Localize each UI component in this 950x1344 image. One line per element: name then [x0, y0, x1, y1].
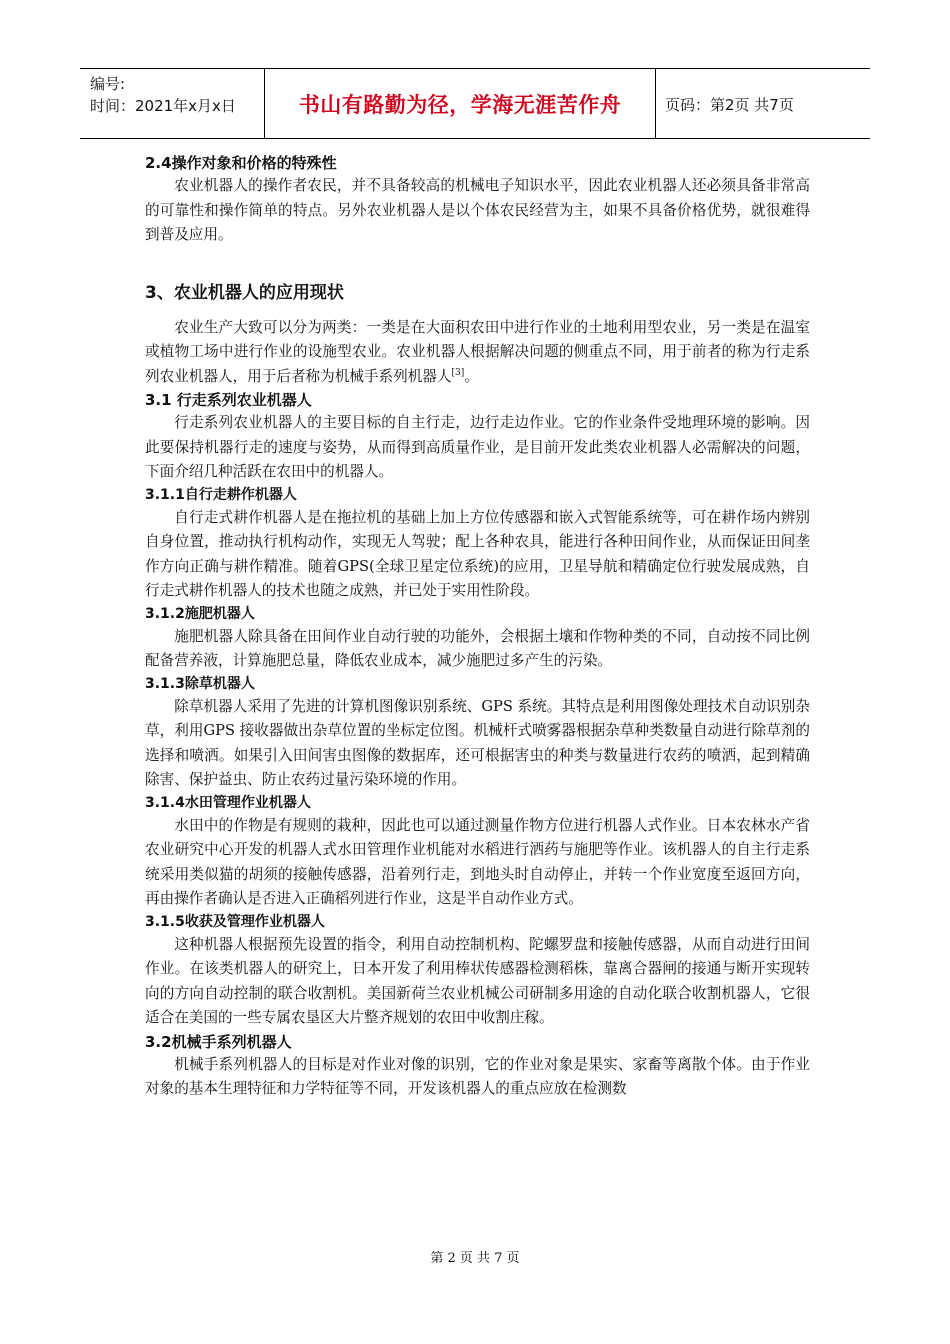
citation-ref: [3]	[451, 367, 465, 378]
header-page-label: 页码：第2页 共7页	[665, 96, 794, 114]
paragraph: 农业机器人的操作者农民，并不具备较高的机械电子知识水平，因此农业机器人还必须具备非常高的可靠性和操作简单的特点。另外农业机器人是以个体农民经营为主，如果不具备价格优势，就很难得到普及应用。	[145, 177, 810, 243]
paragraph: 自行走式耕作机器人是在拖拉机的基础上加上方位传感器和嵌入式智能系统等，可在耕作场内辨别自身位置，推动执行机构动作，实现无人驾驶；配上各种农具，能进行各种田间作业，从而保证田间垄作方向正确与耕作精准。随着GPS(全球卫星定位系统)的应用，卫星导航和精确定位行驶发展成熟，自行走式耕作机器人的技术也随之成熟，并已处于实用性阶段。	[145, 508, 810, 599]
code-label: 编号:	[90, 75, 126, 93]
paragraph: 这种机器人根据预先设置的指令，利用自动控制机构、陀螺罗盘和接触传感器，从而自动进行田间作业。在该类机器人的研究上，日本开发了利用棒状传感器检测稻株，靠离合器闸的接通与断开实现转向的方向自动控制的联合收割机。美国新荷兰农业机械公司研制多用途的自动化联合收割机器人，它很适合在美国的一些专属农垦区大片整齐规划的农田中收割庄稼。	[145, 935, 810, 1026]
subsection-heading: 3.1.4水田管理作业机器人	[145, 794, 311, 811]
header-motto: 书山有路勤为径，学海无涯苦作舟	[298, 93, 622, 117]
subsection-heading: 3.1.1自行走耕作机器人	[145, 486, 297, 503]
section-heading: 2.4操作对象和价格的特殊性	[145, 154, 337, 172]
document-body	[145, 152, 810, 1102]
paragraph: 行走系列农业机器人的主要目标的自主行走，边行走边作业。它的作业条件受地理环境的影响。因此要保持机器行走的速度与姿势，从而得到高质量作业，是目前开发此类农业机器人必需解决的问题，下面介绍几种活跃在农田中的机器人。	[145, 414, 810, 480]
paragraph: 水田中的作物是有规则的栽种，因此也可以通过测量作物方位进行机器人式作业。日本农林水产省农业研究中心开发的机器人式水田管理作业机能对水稻进行洒药与施肥等作业。该机器人的自主行走系统采用类似猫的胡须的接触传感器，沿着列行走，到地头时自动停止，并转一个作业宽度至返回方向，再由操作者确认是否进入正确稻列进行作业，这是半自动作业方式。	[145, 816, 810, 907]
subsection-heading: 3.1.5收获及管理作业机器人	[145, 913, 325, 930]
time-label: 时间：2021年x月x日	[90, 97, 236, 115]
page-footer: 第 2 页 共 7 页	[430, 1251, 520, 1266]
chapter-heading: 3、农业机器人的应用现状	[145, 282, 344, 303]
section-heading: 3.2机械手系列机器人	[145, 1032, 292, 1051]
header-divider	[655, 69, 656, 138]
section-heading: 3.1 行走系列农业机器人	[145, 391, 312, 409]
page-header	[80, 68, 870, 139]
paragraph: 农业生产大致可以分为两类：一类是在大面积农田中进行作业的土地利用型农业，另一类是在温室或植物工场中进行作业的设施型农业。农业机器人根据解决问题的侧重点不同，用于前者的称为行走系列农业机器人，用于后者称为机械手系列机器人[3]。	[145, 318, 810, 385]
paragraph: 施肥机器人除具备在田间作业自动行驶的功能外，会根据土壤和作物种类的不同，自动按不同比例配备营养液，计算施肥总量，降低农业成本，减少施肥过多产生的污染。	[145, 627, 810, 669]
header-meta	[90, 73, 260, 117]
paragraph: 机械手系列机器人的目标是对作业对像的识别，它的作业对象是果实、家畜等离散个体。由于作业对象的基本生理特征和力学特征等不同，开发该机器人的重点应放在检测数	[145, 1055, 810, 1097]
subsection-heading: 3.1.2施肥机器人	[145, 605, 255, 622]
paragraph: 除草机器人采用了先进的计算机图像识别系统、GPS 系统。其特点是利用图像处理技术自动识别杂草，利用GPS 接收器做出杂草位置的坐标定位图。机械杆式喷雾器根据杂草种类数量自动进行除草剂的选择和喷洒。如果引入田间害虫图像的数据库，还可根据害虫的种类与数量进行农药的喷洒，起到精确除害、保护益虫、防止农药过量污染环境的作用。	[145, 697, 810, 788]
subsection-heading: 3.1.3除草机器人	[145, 675, 255, 692]
